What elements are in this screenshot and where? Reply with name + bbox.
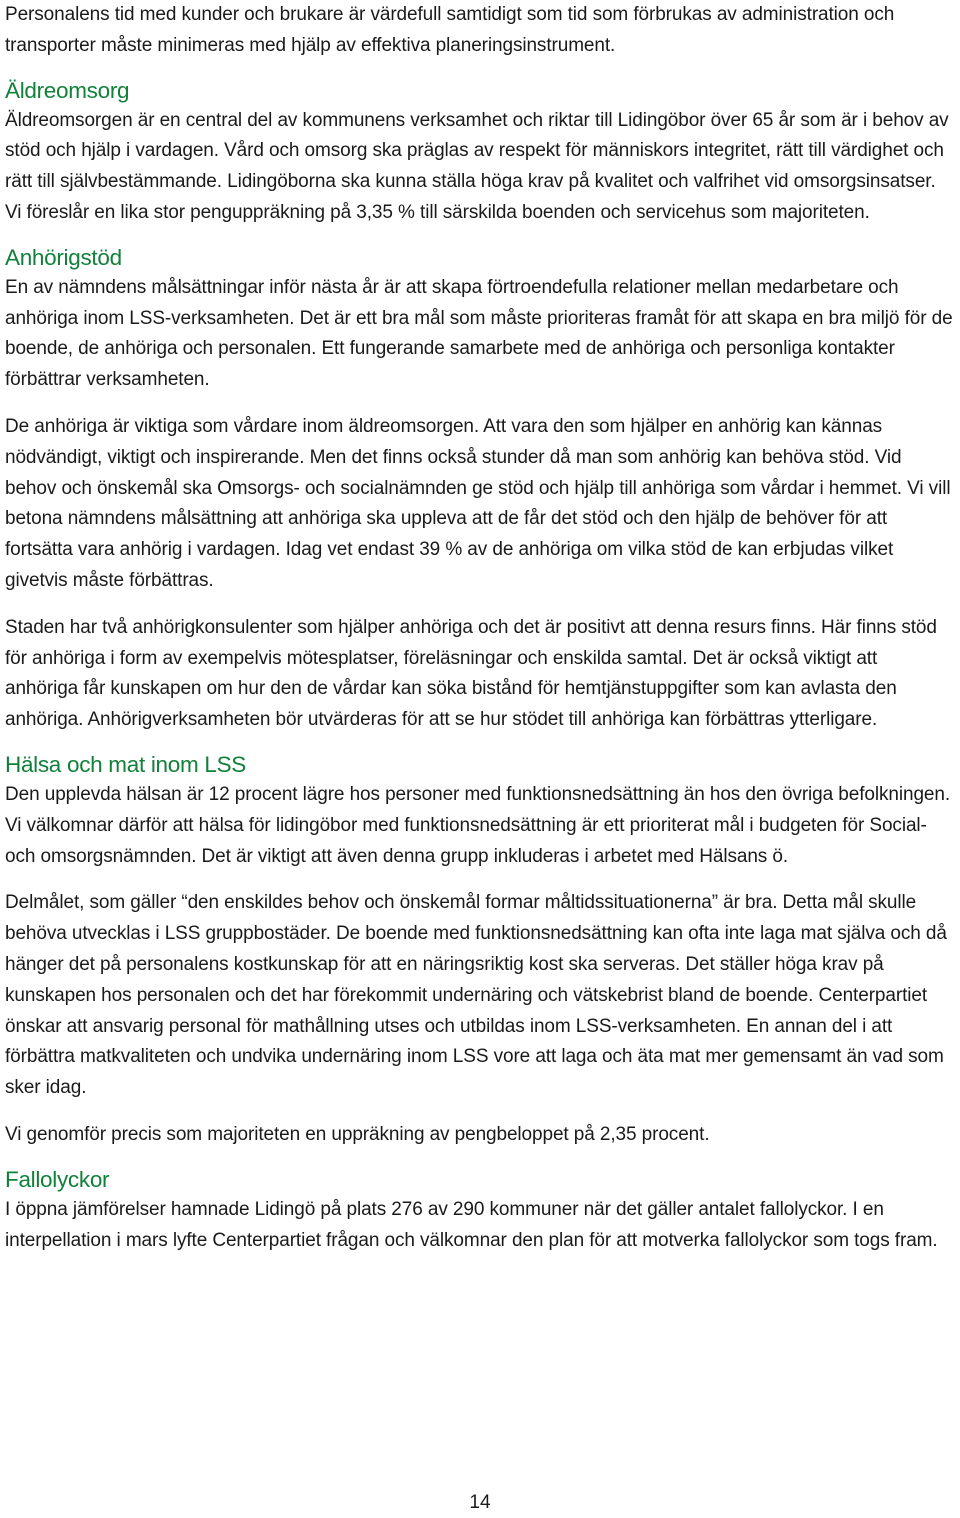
- section-heading-fallolyckor: Fallolyckor: [5, 1166, 110, 1192]
- halsa-paragraph-1: Den upplevda hälsan är 12 procent lägre hos personer med funktionsnedsättning än hos den övriga befolkningen. Vi välkomnar därför att hälsa för lidingöbor med funktionsnedsättning är ett prioriterat mål i budgeten för Social- och omsorgsnämnden. Det är viktigt att även denna grupp inkluderas i arbetet med Hälsans ö.: [5, 783, 951, 867]
- section-heading-anhorigstod: Anhörigstöd: [5, 244, 122, 270]
- anhorigstod-paragraph-1: En av nämndens målsättningar inför nästa år är att skapa förtroendefulla relationer mellan medarbetare och anhöriga inom LSS-verksamheten. Det är ett bra mål som måste prioriteras framåt för att skapa en bra miljö för de boende, de anhöriga och personalen. Ett fungerande samarbete med de anhöriga och personliga kontakter förbättrar verksamheten.: [5, 276, 953, 391]
- section-heading-aldreomsorg: Äldreomsorg: [5, 77, 130, 103]
- fallolyckor-paragraph-1: I öppna jämförelser hamnade Lidingö på plats 276 av 290 kommuner när det gäller antalet fallolyckor. I en interpellation i mars lyfte Centerpartiet frågan och välkomnar den plan för att motverka fallolyckor som togs fram.: [5, 1198, 938, 1251]
- intro-paragraph: Personalens tid med kunder och brukare är värdefull samtidigt som tid som förbrukas av administration och transporter måste minimeras med hjälp av effektiva planeringsinstrument.: [5, 4, 895, 56]
- anhorigstod-paragraph-3: Staden har två anhörigkonsulenter som hjälper anhöriga och det är positivt att denna resurs finns. Här finns stöd för anhöriga i form av exempelvis mötesplatser, föreläsningar och enskilda samtal. Det är också viktigt att anhöriga får kunskapen om hur den de vårdar kan söka bistånd för hemtjänstuppgifter som kan avlasta den anhöriga. Anhörigverksamheten bör utvärderas för att se hur stödet till anhöriga kan förbättras ytterligare.: [5, 616, 937, 731]
- halsa-paragraph-2: Delmålet, som gäller “den enskildes behov och önskemål formar måltidssituationerna” är bra. Detta mål skulle behöva utvecklas i LSS gruppbostäder. De boende med funktionsnedsättning kan ofta inte laga mat själva och då hänger det på personalens kostkunskap för att en näringsriktig kost ska serveras. Det ställer höga krav på kunskapen hos personalen och det har förekommit undernäring och vätskebrist bland de boende. Centerpartiet önskar att ansvarig personal för mathållning utses och utbildas inom LSS-verksamheten. En annan del i att förbättra matkvaliteten och undvika undernäring inom LSS vore att laga och äta mat mer gemensamt än vad som sker idag.: [5, 892, 947, 1099]
- document-page: [5, 0, 955, 1256]
- aldreomsorg-paragraph-1: Äldreomsorgen är en central del av kommunens verksamhet och riktar till Lidingöbor över 65 år som är i behov av stöd och hjälp i vardagen. Vård och omsorg ska präglas av respekt för människors integritet, rätt till värdighet och rätt till självbestämmande. Lidingöborna ska kunna ställa höga krav på kvalitet och valfrihet vid omsorgsinsatser. Vi föreslår en lika stor penguppräkning på 3,35 % till särskilda boenden och servicehus som majoriteten.: [5, 109, 949, 223]
- section-heading-halsa: Hälsa och mat inom LSS: [5, 751, 247, 777]
- page-number: 14: [469, 1492, 491, 1513]
- anhorigstod-paragraph-2: De anhöriga är viktiga som vårdare inom äldreomsorgen. Att vara den som hjälper en anhörig kan kännas nödvändigt, viktigt och inspirerande. Men det finns också stunder då man som anhörig kan behöva stöd. Vid behov och önskemål ska Omsorgs- och socialnämnden ge stöd och hjälp till anhöriga som vårdar i hemmet. Vi vill betona nämndens målsättning att anhöriga ska uppleva att de får det stöd och den hjälp de behöver för att fortsätta vara anhörig i vardagen. Idag vet endast 39 % av de anhöriga om vilka stöd de kan erbjudas vilket givetvis måste förbättras.: [5, 415, 951, 591]
- halsa-paragraph-3: Vi genomför precis som majoriteten en uppräkning av pengbeloppet på 2,35 procent.: [5, 1123, 710, 1145]
